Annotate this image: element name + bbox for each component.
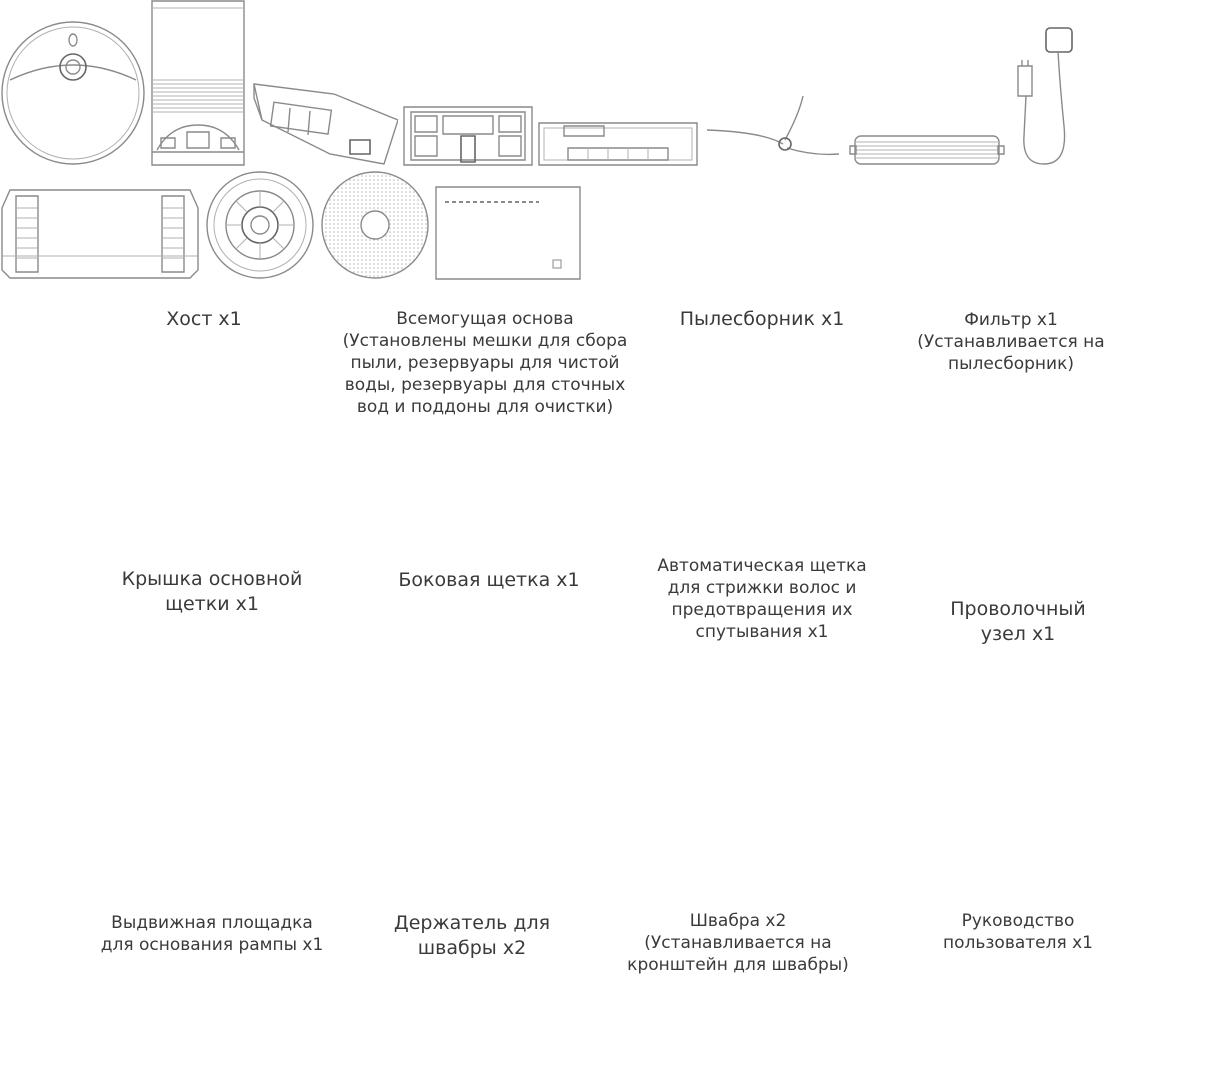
robot-host-image [0,20,146,166]
mop-holder-image [205,170,315,280]
dust-bin-image [250,80,398,166]
caption-robot-host: Хост x1 [166,308,242,330]
caption-main-brush-cover: Крышка основной щетки x1 [121,568,303,615]
caption-dust-bin: Пылесборник x1 [679,308,845,330]
roller-brush-image [849,134,1005,166]
base-station-image [151,0,245,166]
caption-base-station: Всемогущая основа (Установлены мешки для сбора пыли, резервуары для чистой воды, резервуары для сточных вод и поддоны для очистки) [342,309,628,418]
filter-image [403,106,533,166]
caption-user-manual: Руководство пользователя x1 [942,911,1093,954]
mop-pad-image [320,170,430,280]
caption-mop-pad: Швабра x2 (Устанавливается на кронштейн для швабры) [627,911,849,976]
caption-mop-holder: Держатель для швабры x2 [393,912,551,959]
user-manual-image [435,186,581,280]
caption-ramp-extension-plate: Выдвижная площадка для основания рампы x1 [100,913,324,956]
caption-side-brush: Боковая щетка x1 [398,569,580,591]
caption-filter: Фильтр x1 (Устанавливается на пылесборник) [917,310,1105,375]
power-cord-image [1010,26,1082,166]
caption-roller-brush: Автоматическая щетка для стрижки волос и предотвращения их спутывания x1 [657,556,867,643]
ramp-extension-plate-image [0,188,200,280]
side-brush-image [703,94,843,166]
main-brush-cover-image [538,122,698,166]
caption-power-cord: Проволочный узел x1 [950,598,1086,645]
